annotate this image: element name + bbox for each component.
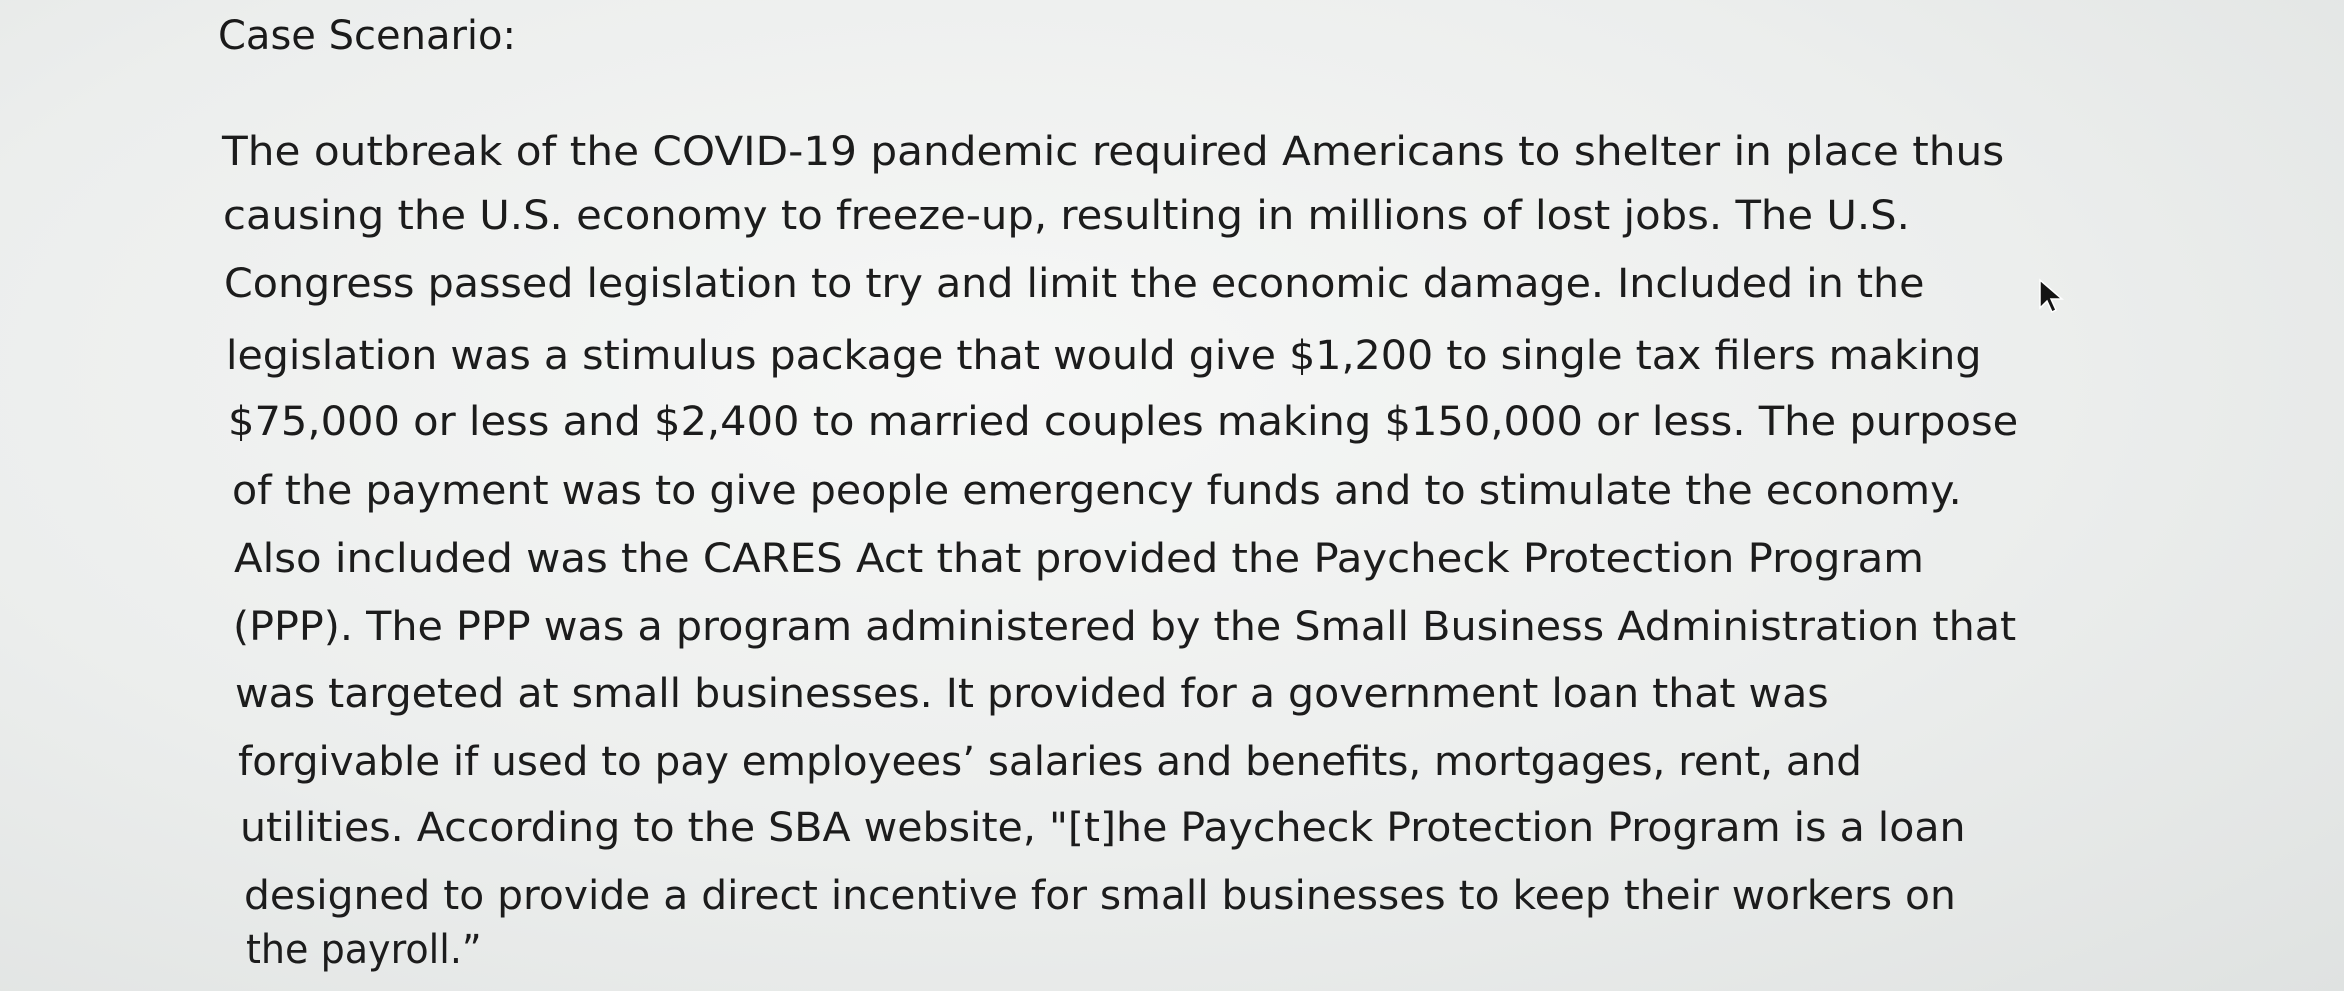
paragraph-line-3: Congress passed legislation to try and limit the economic damage. Included in the xyxy=(224,261,1925,307)
paragraph-line-6: of the payment was to give people emergency funds and to stimulate the economy. xyxy=(232,468,1962,514)
paragraph-line-4: legislation was a stimulus package that would give $1,200 to single tax filers making xyxy=(226,333,1982,379)
paragraph-line-11: utilities. According to the SBA website, "[t]he Paycheck Protection Program is a loan xyxy=(240,805,1966,851)
paragraph-line-7: Also included was the CARES Act that provided the Paycheck Protection Program xyxy=(234,536,1924,582)
paragraph-line-5: $75,000 or less and $2,400 to married couples making $150,000 or less. The purpose xyxy=(228,399,2019,445)
paragraph-line-8: (PPP). The PPP was a program administered by the Small Business Administration that xyxy=(233,604,2017,650)
section-heading: Case Scenario: xyxy=(218,13,516,59)
paragraph-line-12: designed to provide a direct incentive for small businesses to keep their workers on xyxy=(244,873,1956,919)
paragraph-line-1: The outbreak of the COVID-19 pandemic required Americans to shelter in place thus xyxy=(222,129,2005,175)
paragraph-line-10: forgivable if used to pay employees’ salaries and benefits, mortgages, rent, and xyxy=(238,739,1862,785)
paragraph-line-2: causing the U.S. economy to freeze-up, resulting in millions of lost jobs. The U.S. xyxy=(223,193,1910,239)
paragraph-line-13: the payroll.” xyxy=(246,927,482,973)
paragraph-line-9: was targeted at small businesses. It provided for a government loan that was xyxy=(235,671,1829,717)
mouse-pointer-icon xyxy=(2038,278,2066,314)
